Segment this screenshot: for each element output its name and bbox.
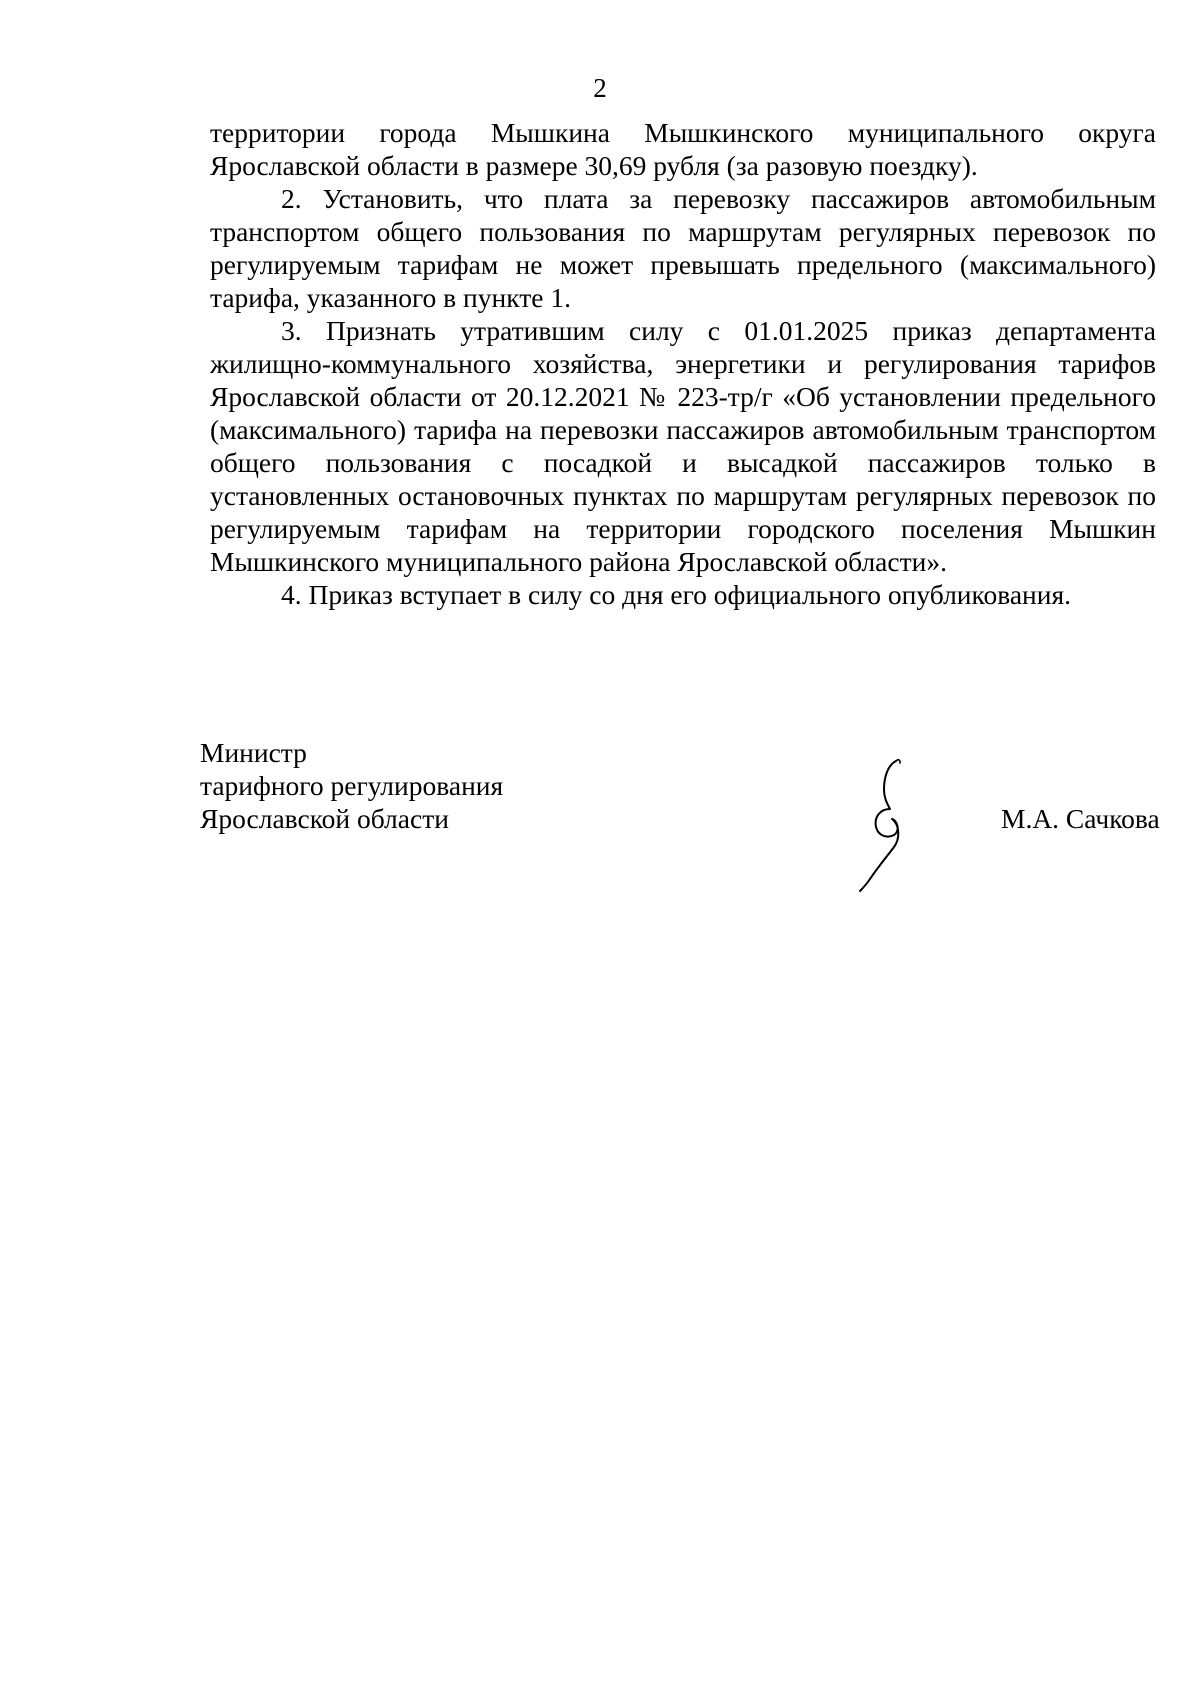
position-line-2: тарифного регулирования	[200, 770, 504, 801]
paragraph-2: 2. Установить, что плата за перевозку пассажиров автомобильным транспортом общего пользования по маршрутам регулярных перевозок по регулируемым тарифам не может превышать предельного (максимального) тарифа, указанного в пункте 1.	[210, 183, 1156, 313]
paragraph-3: 3. Признать утратившим силу с 01.01.2025 приказ департамента жилищно-коммунального хозяйства, энергетики и регулирования тарифов Ярославской области от 20.12.2021 № 223-тр/г «Об установлении предельного (максимального) тарифа на перевозки пассажиров автомобильным транспортом общего пользования с посадкой и высадкой пассажиров только в установленных остановочных пунктах по маршрутам регулярных перевозок по регулируемым тарифам на территории городского поселения Мышкин Мышкинского муниципального района Ярославской области».	[210, 315, 1156, 577]
position-line-3: Ярославской области	[200, 803, 449, 834]
paragraph-4: 4. Приказ вступает в силу со дня его официального опубликования.	[281, 579, 1072, 610]
signer-position	[200, 736, 503, 835]
position-line-1: Министр	[200, 737, 307, 768]
signer-name: М.А. Сачкова	[1001, 803, 1160, 834]
handwritten-signature-icon	[850, 755, 930, 895]
document-body	[210, 116, 1156, 611]
page-number: 2	[593, 73, 607, 103]
paragraph-continuation: территории города Мышкина Мышкинского муниципального округа Ярославской области в размере 30,69 рубля (за разовую поездку).	[210, 117, 1156, 181]
